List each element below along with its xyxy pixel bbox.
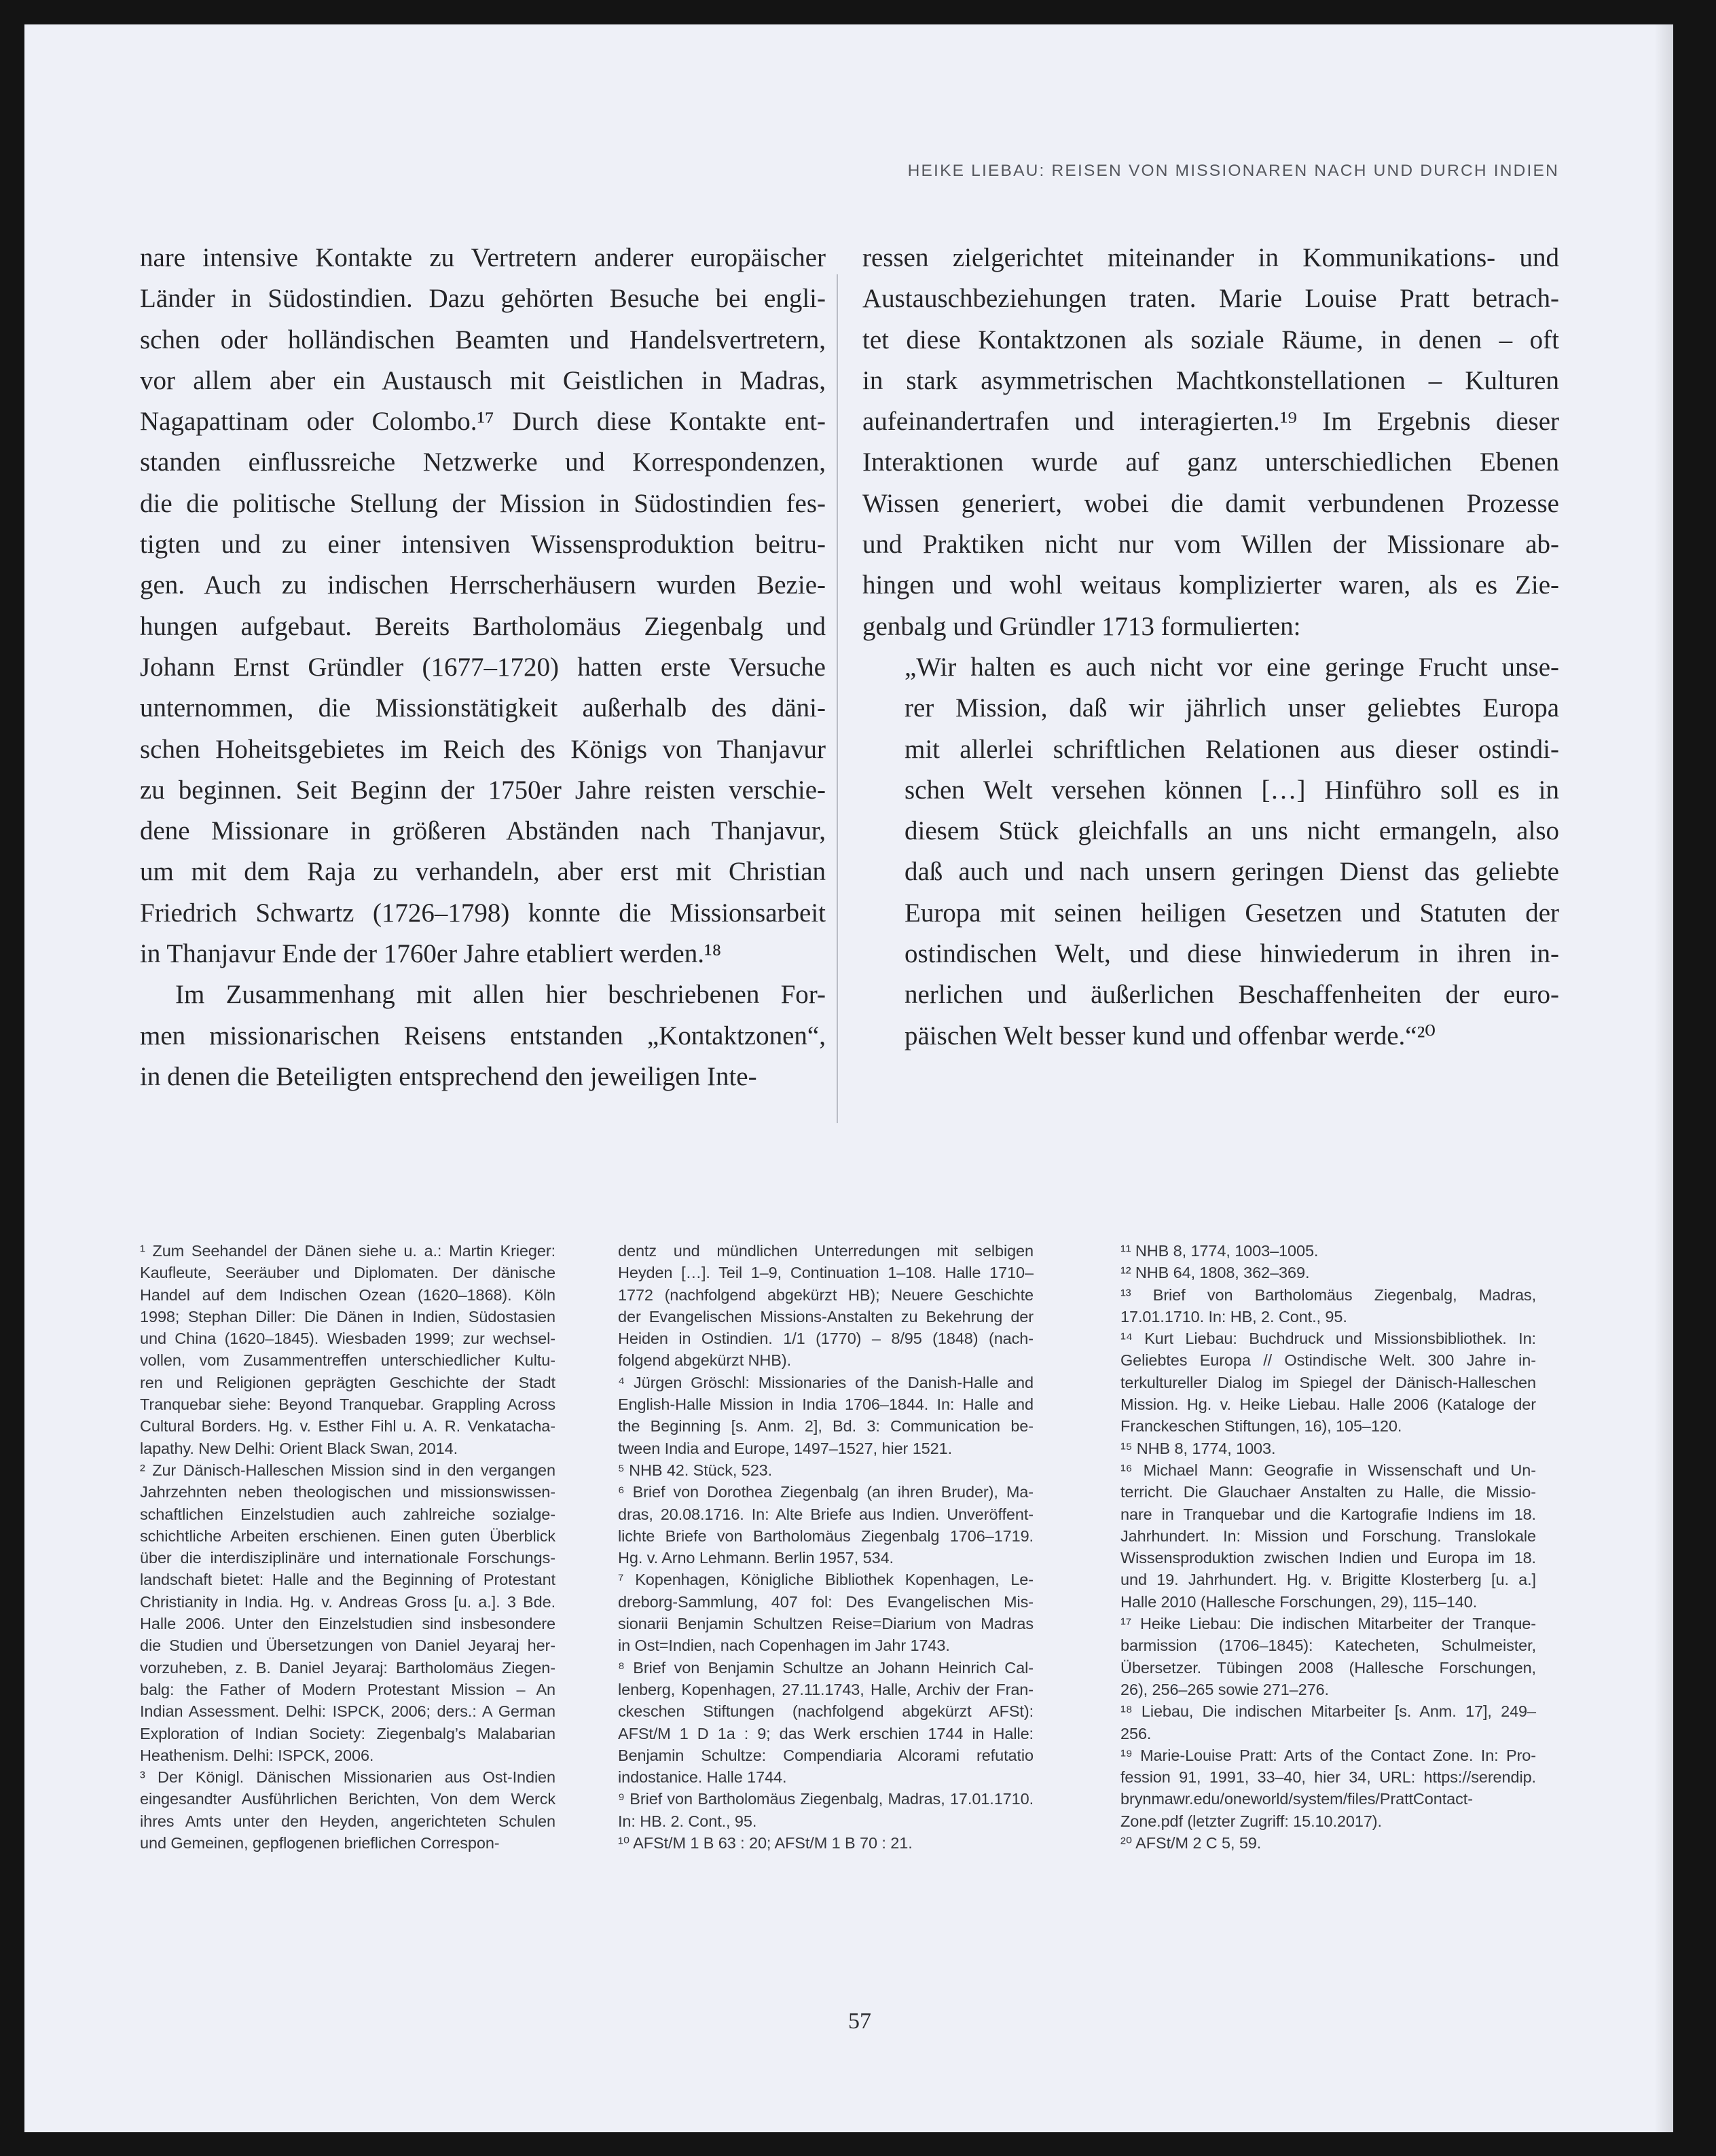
text-line: „Wir halten es auch nicht vor eine geringe Frucht unse- xyxy=(905,652,1559,682)
text-line: 256. xyxy=(1120,1724,1152,1742)
text-line: 1772 (nachfolgend abgekürzt HB); Neuere Geschichte xyxy=(618,1285,1034,1304)
text-line: Im Zusammenhang mit allen hier beschriebenen For- xyxy=(175,980,826,1010)
text-line: tween India and Europe, 1497–1527, hier 1521. xyxy=(618,1439,953,1457)
text-line: schen Welt versehen können […] Hinführo soll es in xyxy=(905,775,1559,805)
text-line: indostanice. Halle 1744. xyxy=(618,1768,787,1787)
text-line: schaftlichen Einzelstudien auch zahlreiche sozialge- xyxy=(140,1505,555,1523)
text-line: vor allem aber ein Austausch mit Geistlichen in Madras, xyxy=(140,365,826,395)
text-line: ¹⁶ Michael Mann: Geografie in Wissenschaft und Un- xyxy=(1120,1461,1536,1479)
text-line: ⁶ Brief von Dorothea Ziegenbalg (an ihren Bruder), Ma- xyxy=(618,1483,1034,1501)
text-line: ⁹ Brief von Bartholomäus Ziegenbalg, Madras, 17.01.1710. xyxy=(618,1790,1034,1808)
text-line: ¹⁸ Liebau, Die indischen Mitarbeiter [s. Anm. 17], 249– xyxy=(1120,1702,1536,1721)
text-line: päischen Welt besser kund und offenbar werde.“²⁰ xyxy=(905,1021,1436,1050)
text-line: über die interdisziplinäre und internationale Forschungs- xyxy=(140,1549,555,1567)
text-line: ⁴ Jürgen Gröschl: Missionaries of the Danish-Halle and xyxy=(618,1373,1034,1391)
text-line: Halle 2010 (Hallesche Forschungen, 29), 115–140. xyxy=(1120,1592,1478,1611)
text-line: Mission. Hg. v. Heike Liebau. Halle 2006 (Kataloge der xyxy=(1120,1395,1536,1414)
column-rule xyxy=(837,274,838,1123)
page-edge-shadow xyxy=(1654,24,1673,2132)
text-line: daß auch und nach unsern geringen Dienst das geliebte xyxy=(905,857,1559,887)
text-line: vollen, vom Zusammentreffen unterschiedlicher Kultu- xyxy=(140,1351,555,1370)
text-line: 1998; Stephan Diller: Die Dänen in Indien, Südostasien xyxy=(140,1307,555,1326)
text-line: Heyden […]. Teil 1–9, Continuation 1–108. Halle 1710– xyxy=(618,1264,1034,1282)
text-line: die Studien und Übersetzungen von Daniel Jeyaraj her- xyxy=(140,1637,555,1655)
text-line: ²⁰ AFSt/M 2 C 5, 59. xyxy=(1120,1834,1262,1852)
text-line: ren und Religionen geprägten Geschichte der Stadt xyxy=(140,1373,555,1391)
block-quote xyxy=(862,647,1559,1057)
text-line: Indian Assessment. Delhi: ISPCK, 2006; ders.: A German xyxy=(140,1702,555,1721)
text-line: Europa mit seinen heiligen Gesetzen und Statuten der xyxy=(905,898,1559,928)
text-line: schen Hoheitsgebietes im Reich des Königs von Thanjavur xyxy=(140,734,826,764)
text-line: in stark asymmetrischen Machtkonstellationen – Kulturen xyxy=(862,365,1559,395)
text-line: ostindischen Welt, und diese hinwiederum in ihren in- xyxy=(905,939,1559,969)
text-line: Austauschbeziehungen traten. Marie Louise Pratt betrach- xyxy=(862,284,1559,314)
text-line: English-Halle Mission in India 1706–1844. In: Halle and xyxy=(618,1395,1034,1414)
text-line: lichte Briefe von Bartholomäus Ziegenbalg 1706–1719. xyxy=(618,1527,1034,1545)
text-line: folgend abgekürzt NHB). xyxy=(618,1351,792,1370)
text-line: ¹¹ NHB 8, 1774, 1003–1005. xyxy=(1120,1242,1319,1260)
text-line: Heathenism. Delhi: ISPCK, 2006. xyxy=(140,1746,374,1764)
text-line: Kaufleute, Seeräuber und Diplomaten. Der dänische xyxy=(140,1264,555,1282)
text-line: ⁸ Brief von Benjamin Schultze an Johann Heinrich Cal- xyxy=(618,1658,1034,1677)
text-line: Johann Ernst Gründler (1677–1720) hatten erste Versuche xyxy=(140,652,826,682)
text-line: schen oder holländischen Beamten und Handelsvertretern, xyxy=(140,325,826,354)
text-line: ¹⁹ Marie-Louise Pratt: Arts of the Contact Zone. In: Pro- xyxy=(1120,1746,1536,1764)
text-line: sionarii Benjamin Schultzen Reise=Diarium von Madras xyxy=(618,1615,1034,1633)
text-line: ³ Der Königl. Dänischen Missionarien aus Ost-Indien xyxy=(140,1768,555,1787)
text-line: Friedrich Schwartz (1726–1798) konnte die Missionsarbeit xyxy=(140,898,826,928)
text-line: balg: the Father of Modern Protestant Mission – An xyxy=(140,1680,555,1698)
text-line: Exploration of Indian Society: Ziegenbalg’s Malabarian xyxy=(140,1724,555,1742)
text-line: die die politische Stellung der Mission in Südostindien fes- xyxy=(140,488,826,518)
text-line: Handel auf dem Indischen Ozean (1620–1868). Köln xyxy=(140,1285,555,1304)
text-line: nare intensive Kontakte zu Vertretern anderer europäischer xyxy=(140,243,826,272)
text-line: hungen aufgebaut. Bereits Bartholomäus Ziegenbalg und xyxy=(140,611,826,641)
text-line: Wissensproduktion zwischen Indien und Europa im 18. xyxy=(1120,1549,1536,1567)
text-line: Zone.pdf (letzter Zugriff: 15.10.2017). xyxy=(1120,1812,1382,1830)
text-line: men missionarischen Reisens entstanden „Kontaktzonen“, xyxy=(140,1021,826,1050)
text-line: dreborg-Sammlung, 407 fol: Des Evangelischen Mis- xyxy=(618,1592,1034,1611)
text-line: Tranquebar siehe: Beyond Tranquebar. Grappling Across xyxy=(140,1395,555,1414)
text-line: Hg. v. Arno Lehmann. Berlin 1957, 534. xyxy=(618,1549,894,1567)
text-line: Heiden in Ostindien. 1/1 (1770) – 8/95 (1848) (nach- xyxy=(618,1330,1034,1348)
text-line: Halle 2006. Unter den Einzelstudien sind insbesondere xyxy=(140,1615,555,1633)
body-paragraph-right xyxy=(862,238,1559,647)
text-line: in Thanjavur Ende der 1760er Jahre etabliert werden.¹⁸ xyxy=(140,939,722,969)
text-line: ¹ Zum Seehandel der Dänen siehe u. a.: Martin Krieger: xyxy=(140,1242,555,1260)
text-line: dras, 20.08.1716. In: Alte Briefe aus Indien. Unveröffent- xyxy=(618,1505,1034,1523)
text-line: genbalg und Gründler 1713 formulierten: xyxy=(862,611,1301,641)
text-line: ckeschen Stiftungen (nachfolgend abgekürzt AFSt): xyxy=(618,1702,1034,1721)
text-line: fession 91, 1991, 33–40, hier 34, URL: https://serendip. xyxy=(1120,1768,1536,1787)
text-line: Nagapattinam oder Colombo.¹⁷ Durch diese Kontakte ent- xyxy=(140,407,826,437)
text-line: landschaft bietet: Halle and the Beginning of Protestant xyxy=(140,1571,555,1589)
text-line: ⁵ NHB 42. Stück, 523. xyxy=(618,1461,773,1479)
text-line: nerlichen und äußerlichen Beschaffenheiten der euro- xyxy=(905,980,1559,1010)
text-line: ¹⁴ Kurt Liebau: Buchdruck und Missionsbibliothek. In: xyxy=(1120,1330,1536,1348)
text-line: ¹⁵ NHB 8, 1774, 1003. xyxy=(1120,1439,1276,1457)
text-line: Franckeschen Stiftungen, 16), 105–120. xyxy=(1120,1417,1402,1436)
text-line: diesem Stück gleichfalls an uns nicht ermangeln, also xyxy=(905,816,1559,846)
text-line: Interaktionen wurde auf ganz unterschiedlichen Ebenen xyxy=(862,447,1559,477)
text-line: the Beginning [s. Anm. 2], Bd. 3: Communication be- xyxy=(618,1417,1034,1436)
text-line: lapathy. New Delhi: Orient Black Swan, 2014. xyxy=(140,1439,458,1457)
text-line: terricht. Die Glauchaer Anstalten zu Halle, die Missio- xyxy=(1120,1483,1536,1501)
text-line: ressen zielgerichtet miteinander in Kommunikations- und xyxy=(862,243,1559,272)
text-line: gen. Auch zu indischen Herrscherhäusern wurden Bezie- xyxy=(140,570,826,600)
book-page xyxy=(24,24,1673,2132)
text-line: eingesandter Ausführlichen Berichten, Von dem Werck xyxy=(140,1790,555,1808)
text-line: um mit dem Raja zu verhandeln, aber erst mit Christian xyxy=(140,857,826,887)
running-head: HEIKE LIEBAU: REISEN VON MISSIONAREN NACH UND DURCH INDIEN xyxy=(907,162,1559,180)
text-line: schichtliche Arbeiten erschienen. Einen guten Überblick xyxy=(140,1527,555,1545)
text-line: unternommen, die Missionstätigkeit außerhalb des däni- xyxy=(140,693,826,723)
text-line: tigten und zu einer intensiven Wissensproduktion beitru- xyxy=(140,530,826,560)
text-line: brynmawr.edu/oneworld/system/files/PrattContact- xyxy=(1120,1790,1473,1808)
text-line: ¹³ Brief von Bartholomäus Ziegenbalg, Madras, xyxy=(1120,1285,1536,1304)
footnotes-column-3 xyxy=(1120,1240,1536,1854)
text-line: terkultureller Dialog im Spiegel der Dänisch-Halleschen xyxy=(1120,1373,1536,1391)
text-line: in Ost=Indien, nach Copenhagen im Jahr 1743. xyxy=(618,1637,950,1655)
text-line: Christianity in India. Hg. v. Andreas Gross [u. a.]. 3 Bde. xyxy=(140,1592,555,1611)
text-line: Geliebtes Europa // Ostindische Welt. 300 Jahre in- xyxy=(1120,1351,1536,1370)
text-line: aufeinandertrafen und interagierten.¹⁹ Im Ergebnis dieser xyxy=(862,407,1559,437)
text-line: rer Mission, daß wir jährlich unser geliebtes Europa xyxy=(905,693,1559,723)
text-line: 17.01.1710. In: HB, 2. Cont., 95. xyxy=(1120,1307,1347,1326)
text-line: nare in Tranquebar und die Kartografie Indiens im 18. xyxy=(1120,1505,1536,1523)
text-line: vorzuheben, z. B. Daniel Jeyaraj: Bartholomäus Ziegen- xyxy=(140,1658,555,1677)
body-column-left xyxy=(140,238,826,1097)
text-line: Übersetzer. Tübingen 2008 (Hallesche Forschungen, xyxy=(1120,1658,1536,1677)
text-line: ⁷ Kopenhagen, Königliche Bibliothek Kopenhagen, Le- xyxy=(618,1571,1034,1589)
text-line: in denen die Beteiligten entsprechend den jeweiligen Inte- xyxy=(140,1061,757,1091)
text-line: ² Zur Dänisch-Halleschen Mission sind in den vergangen xyxy=(140,1461,555,1479)
text-line: Jahrhundert. In: Mission und Forschung. Translokale xyxy=(1120,1527,1536,1545)
text-line: lenberg, Kopenhagen, 27.11.1743, Halle, Archiv der Fran- xyxy=(618,1680,1034,1698)
page-number: 57 xyxy=(848,2009,871,2034)
text-line: und 19. Jahrhundert. Hg. v. Brigitte Klosterberg [u. a.] xyxy=(1120,1571,1536,1589)
text-line: barmission (1706–1845): Katecheten, Schulmeister, xyxy=(1120,1637,1536,1655)
text-line: 26), 256–265 sowie 271–276. xyxy=(1120,1680,1329,1698)
text-line: ¹² NHB 64, 1808, 362–369. xyxy=(1120,1264,1310,1282)
text-line: dene Missionare in größeren Abständen nach Thanjavur, xyxy=(140,816,826,846)
text-line: In: HB. 2. Cont., 95. xyxy=(618,1812,757,1830)
text-line: Wissen generiert, wobei die damit verbundenen Prozesse xyxy=(862,488,1559,518)
text-line: hingen und wohl weitaus komplizierter waren, als es Zie- xyxy=(862,570,1559,600)
body-column-right xyxy=(862,238,1559,1057)
text-line: und China (1620–1845). Wiesbaden 1999; zur wechsel- xyxy=(140,1330,555,1348)
text-line: mit allerlei schriftlichen Relationen aus dieser ostindi- xyxy=(905,734,1559,764)
text-line: Cultural Borders. Hg. v. Esther Fihl u. A. R. Venkatacha- xyxy=(140,1417,555,1436)
text-line: der Evangelischen Missions-Anstalten zu Bekehrung der xyxy=(618,1307,1034,1326)
footnotes-column-1 xyxy=(140,1240,555,1854)
text-line: Jahrzehnten neben theologischen und missionswissen- xyxy=(140,1483,555,1501)
text-line: standen einflussreiche Netzwerke und Korrespondenzen, xyxy=(140,447,826,477)
text-line: zu beginnen. Seit Beginn der 1750er Jahre reisten verschie- xyxy=(140,775,826,805)
text-line: tet diese Kontaktzonen als soziale Räume, in denen – oft xyxy=(862,325,1559,354)
text-line: dentz und mündlichen Unterredungen mit selbigen xyxy=(618,1242,1034,1260)
text-line: ¹⁷ Heike Liebau: Die indischen Mitarbeiter der Tranque- xyxy=(1120,1615,1536,1633)
footnotes-column-2 xyxy=(618,1240,1034,1854)
text-line: und Praktiken nicht nur vom Willen der Missionare ab- xyxy=(862,530,1559,560)
text-line: ¹⁰ AFSt/M 1 B 63 : 20; AFSt/M 1 B 70 : 21. xyxy=(618,1834,913,1852)
text-line: Länder in Südostindien. Dazu gehörten Besuche bei engli- xyxy=(140,284,826,314)
text-line: und Gemeinen, gepflogenen brieflichen Correspon- xyxy=(140,1834,500,1852)
text-line: Benjamin Schultze: Compendiaria Alcorami refutatio xyxy=(618,1746,1034,1764)
text-line: AFSt/M 1 D 1a : 9; das Werk erschien 1744 in Halle: xyxy=(618,1724,1034,1742)
text-line: ihres Amts unter den Heyden, angerichteten Schulen xyxy=(140,1812,555,1830)
